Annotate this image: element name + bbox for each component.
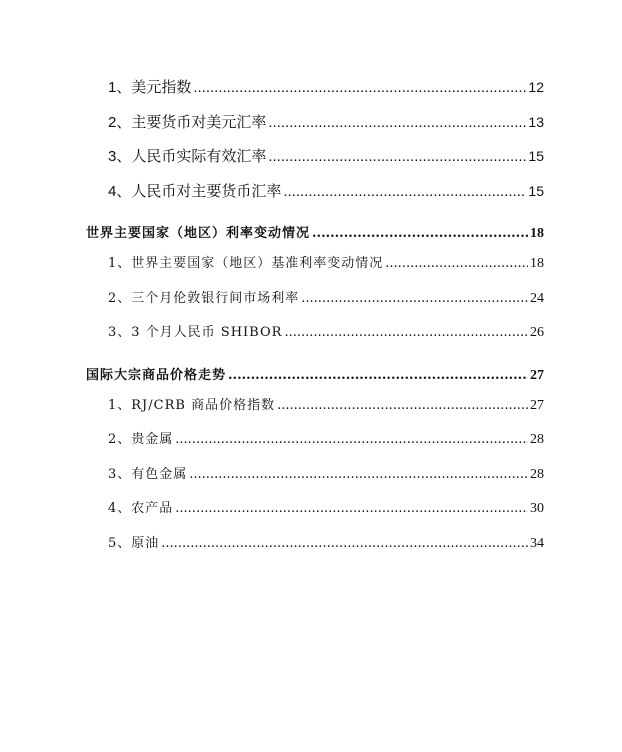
toc-page-number: 18: [530, 256, 544, 271]
dot-leader: [283, 183, 526, 200]
toc-page-number: 27: [530, 398, 544, 413]
toc-page-number: 28: [530, 432, 544, 447]
toc-section-title: 世界主要国家（地区）利率变动情况: [86, 226, 311, 241]
toc-entry-title: 1、RJ/CRB 商品价格指数: [108, 398, 276, 413]
toc-entry-title: 3、3 个月人民币 SHIBOR: [108, 325, 283, 340]
toc-entry-rmb-reer[interactable]: [108, 145, 544, 166]
dot-leader: [175, 432, 528, 447]
toc-page-number: 34: [530, 536, 544, 551]
toc-entry-shibor-3m[interactable]: [108, 321, 544, 341]
dot-leader: [385, 256, 528, 271]
toc-entry-rj-crb-index[interactable]: [108, 394, 544, 414]
toc-page-number: 13: [528, 114, 544, 130]
dot-leader: [312, 226, 528, 241]
dot-leader: [189, 467, 528, 482]
dot-leader: [228, 368, 528, 383]
toc-entry-title: 3、有色金属: [108, 467, 188, 482]
dot-leader: [268, 114, 526, 131]
toc-page-number: 26: [530, 325, 544, 340]
dot-leader: [175, 501, 528, 516]
toc-entry-title: 5、原油: [108, 536, 160, 551]
toc-entry-rmb-major-currencies[interactable]: [108, 180, 544, 201]
dot-leader: [284, 325, 528, 340]
toc-entry-major-currencies-usd[interactable]: [108, 111, 544, 132]
dot-leader: [277, 398, 528, 413]
toc-page-number: 28: [530, 467, 544, 482]
toc-entry-title: 2、主要货币对美元汇率: [108, 114, 267, 131]
toc-page-number: 18: [530, 226, 544, 241]
toc-entry-title: 3、人民币实际有效汇率: [108, 148, 267, 165]
toc-page-number: 27: [530, 368, 544, 383]
toc-page-number: 30: [530, 501, 544, 516]
toc-entry-crude-oil[interactable]: [108, 532, 544, 552]
toc-entry-title: 2、贵金属: [108, 432, 174, 447]
toc-entry-benchmark-rates[interactable]: [108, 252, 544, 272]
toc-entry-title: 1、美元指数: [108, 79, 192, 96]
dot-leader: [193, 79, 526, 96]
toc-section-title: 国际大宗商品价格走势: [86, 368, 227, 383]
toc-page-number: 15: [528, 183, 544, 199]
toc-entry-title: 2、三个月伦敦银行间市场利率: [108, 291, 300, 306]
toc-entry-title: 4、农产品: [108, 501, 174, 516]
toc-entry-usd-index[interactable]: [108, 76, 544, 97]
toc-entry-precious-metals[interactable]: [108, 428, 544, 448]
toc-section-interest-rates[interactable]: [86, 222, 544, 242]
toc-entry-nonferrous-metals[interactable]: [108, 463, 544, 483]
toc-entry-title: 1、世界主要国家（地区）基准利率变动情况: [108, 256, 384, 271]
dot-leader: [268, 148, 526, 165]
toc-page-number: 15: [528, 148, 544, 164]
toc-section-commodities[interactable]: [86, 364, 544, 384]
toc-entry-libor-3m[interactable]: [108, 287, 544, 307]
dot-leader: [301, 291, 528, 306]
toc-page-number: 12: [528, 79, 544, 95]
toc-page-number: 24: [530, 291, 544, 306]
dot-leader: [161, 536, 528, 551]
toc-entry-title: 4、人民币对主要货币汇率: [108, 183, 282, 200]
toc-entry-agricultural-products[interactable]: [108, 497, 544, 517]
